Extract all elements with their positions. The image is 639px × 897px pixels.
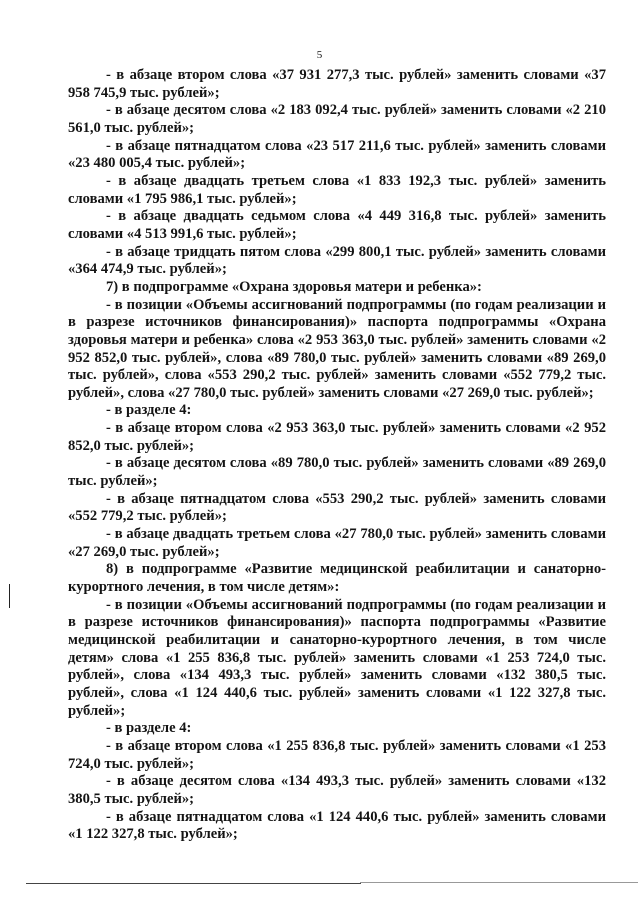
paragraph: - в абзаце втором слова «2 953 363,0 тыс. рублей» заменить словами «2 952 852,0 тыс. рублей»; [68, 420, 606, 454]
page-number: 5 [316, 49, 323, 61]
paragraph: - в абзаце пятнадцатом слова «1 124 440,6 тыс. рублей» заменить словами «1 122 327,8 тыс. рублей»; [68, 808, 606, 843]
paragraph: - в абзаце десятом слова «2 183 092,4 тыс. рублей» заменить словами «2 210 561,0 тыс. рублей»; [68, 102, 606, 136]
paragraph: - в абзаце пятнадцатом слова «553 290,2 тыс. рублей» заменить словами «552 779,2 тыс. рублей»; [68, 490, 606, 525]
paragraph: - в абзаце десятом слова «134 493,3 тыс. рублей» заменить словами «132 380,5 тыс. рублей»; [68, 773, 606, 807]
scan-bottom-edge [26, 883, 361, 884]
paragraph: - в абзаце двадцать седьмом слова «4 449 316,8 тыс. рублей» заменить словами «4 513 991,6 тыс. рублей»; [68, 208, 606, 242]
paragraph: - в абзаце втором слова «37 931 277,3 тыс. рублей» заменить словами «37 958 745,9 тыс. рублей»; [68, 67, 606, 101]
paragraph: - в абзаце двадцать третьем слова «1 833 192,3 тыс. рублей» заменить словами «1 795 986,1 тыс. рублей»; [68, 172, 606, 207]
paragraph: - в позиции «Объемы ассигнований подпрограммы (по годам реализации и в разрезе источников финансирования)» паспорта подпрограммы «Охрана здоровья матери и ребенка» слова «2 953 363,0 тыс. рублей» заменить словами «2 952 852,0 тыс. рублей», слова «89 780,0 тыс. рублей» заменить словами «89 269,0 тыс. рублей», слова «553 290,2 тыс. рублей» заменить словами «552 779,2 тыс. рублей», слова «27 780,0 тыс. рублей» заменить словами «27 269,0 тыс. рублей»; [68, 296, 606, 401]
scan-bottom-edge-faint [360, 882, 638, 883]
paragraph: - в абзаце двадцать третьем слова «27 780,0 тыс. рублей» заменить словами «27 269,0 тыс. рублей»; [68, 526, 606, 560]
paragraph: - в позиции «Объемы ассигнований подпрограммы (по годам реализации и в разрезе источников финансирования)» паспорта подпрограммы «Развитие медицинской реабилитации и санаторно-курортного лечения, в том числе детям» слова «1 255 836,8 тыс. рублей» заменить словами «1 253 724,0 тыс. рублей», слова «134 493,3 тыс. рублей» заменить словами «132 380,5 тыс. рублей», слова «1 124 440,6 тыс. рублей» заменить словами «1 122 327,8 тыс. рублей»; [68, 596, 606, 719]
paragraph: - в абзаце пятнадцатом слова «23 517 211,6 тыс. рублей» заменить словами «23 480 005,4 тыс. рублей»; [68, 137, 606, 172]
section-heading-7: 7) в подпрограмме «Охрана здоровья матери и ребенка»: [106, 278, 482, 295]
section-heading-8: 8) в подпрограмме «Развитие медицинской реабилитации и санаторно-курортного лечения, в том числе детям»: [68, 561, 606, 596]
paragraph: - в абзаце втором слова «1 255 836,8 тыс. рублей» заменить словами «1 253 724,0 тыс. рублей»; [68, 737, 606, 772]
subsection-heading: - в разделе 4: [106, 402, 192, 419]
scan-margin-mark [9, 584, 10, 608]
paragraph: - в абзаце десятом слова «89 780,0 тыс. рублей» заменить словами «89 269,0 тыс. рублей»; [68, 455, 606, 490]
subsection-heading: - в разделе 4: [106, 720, 192, 737]
paragraph: - в абзаце тридцать пятом слова «299 800,1 тыс. рублей» заменить словами «364 474,9 тыс. рублей»; [68, 243, 606, 278]
document-body [68, 67, 606, 844]
